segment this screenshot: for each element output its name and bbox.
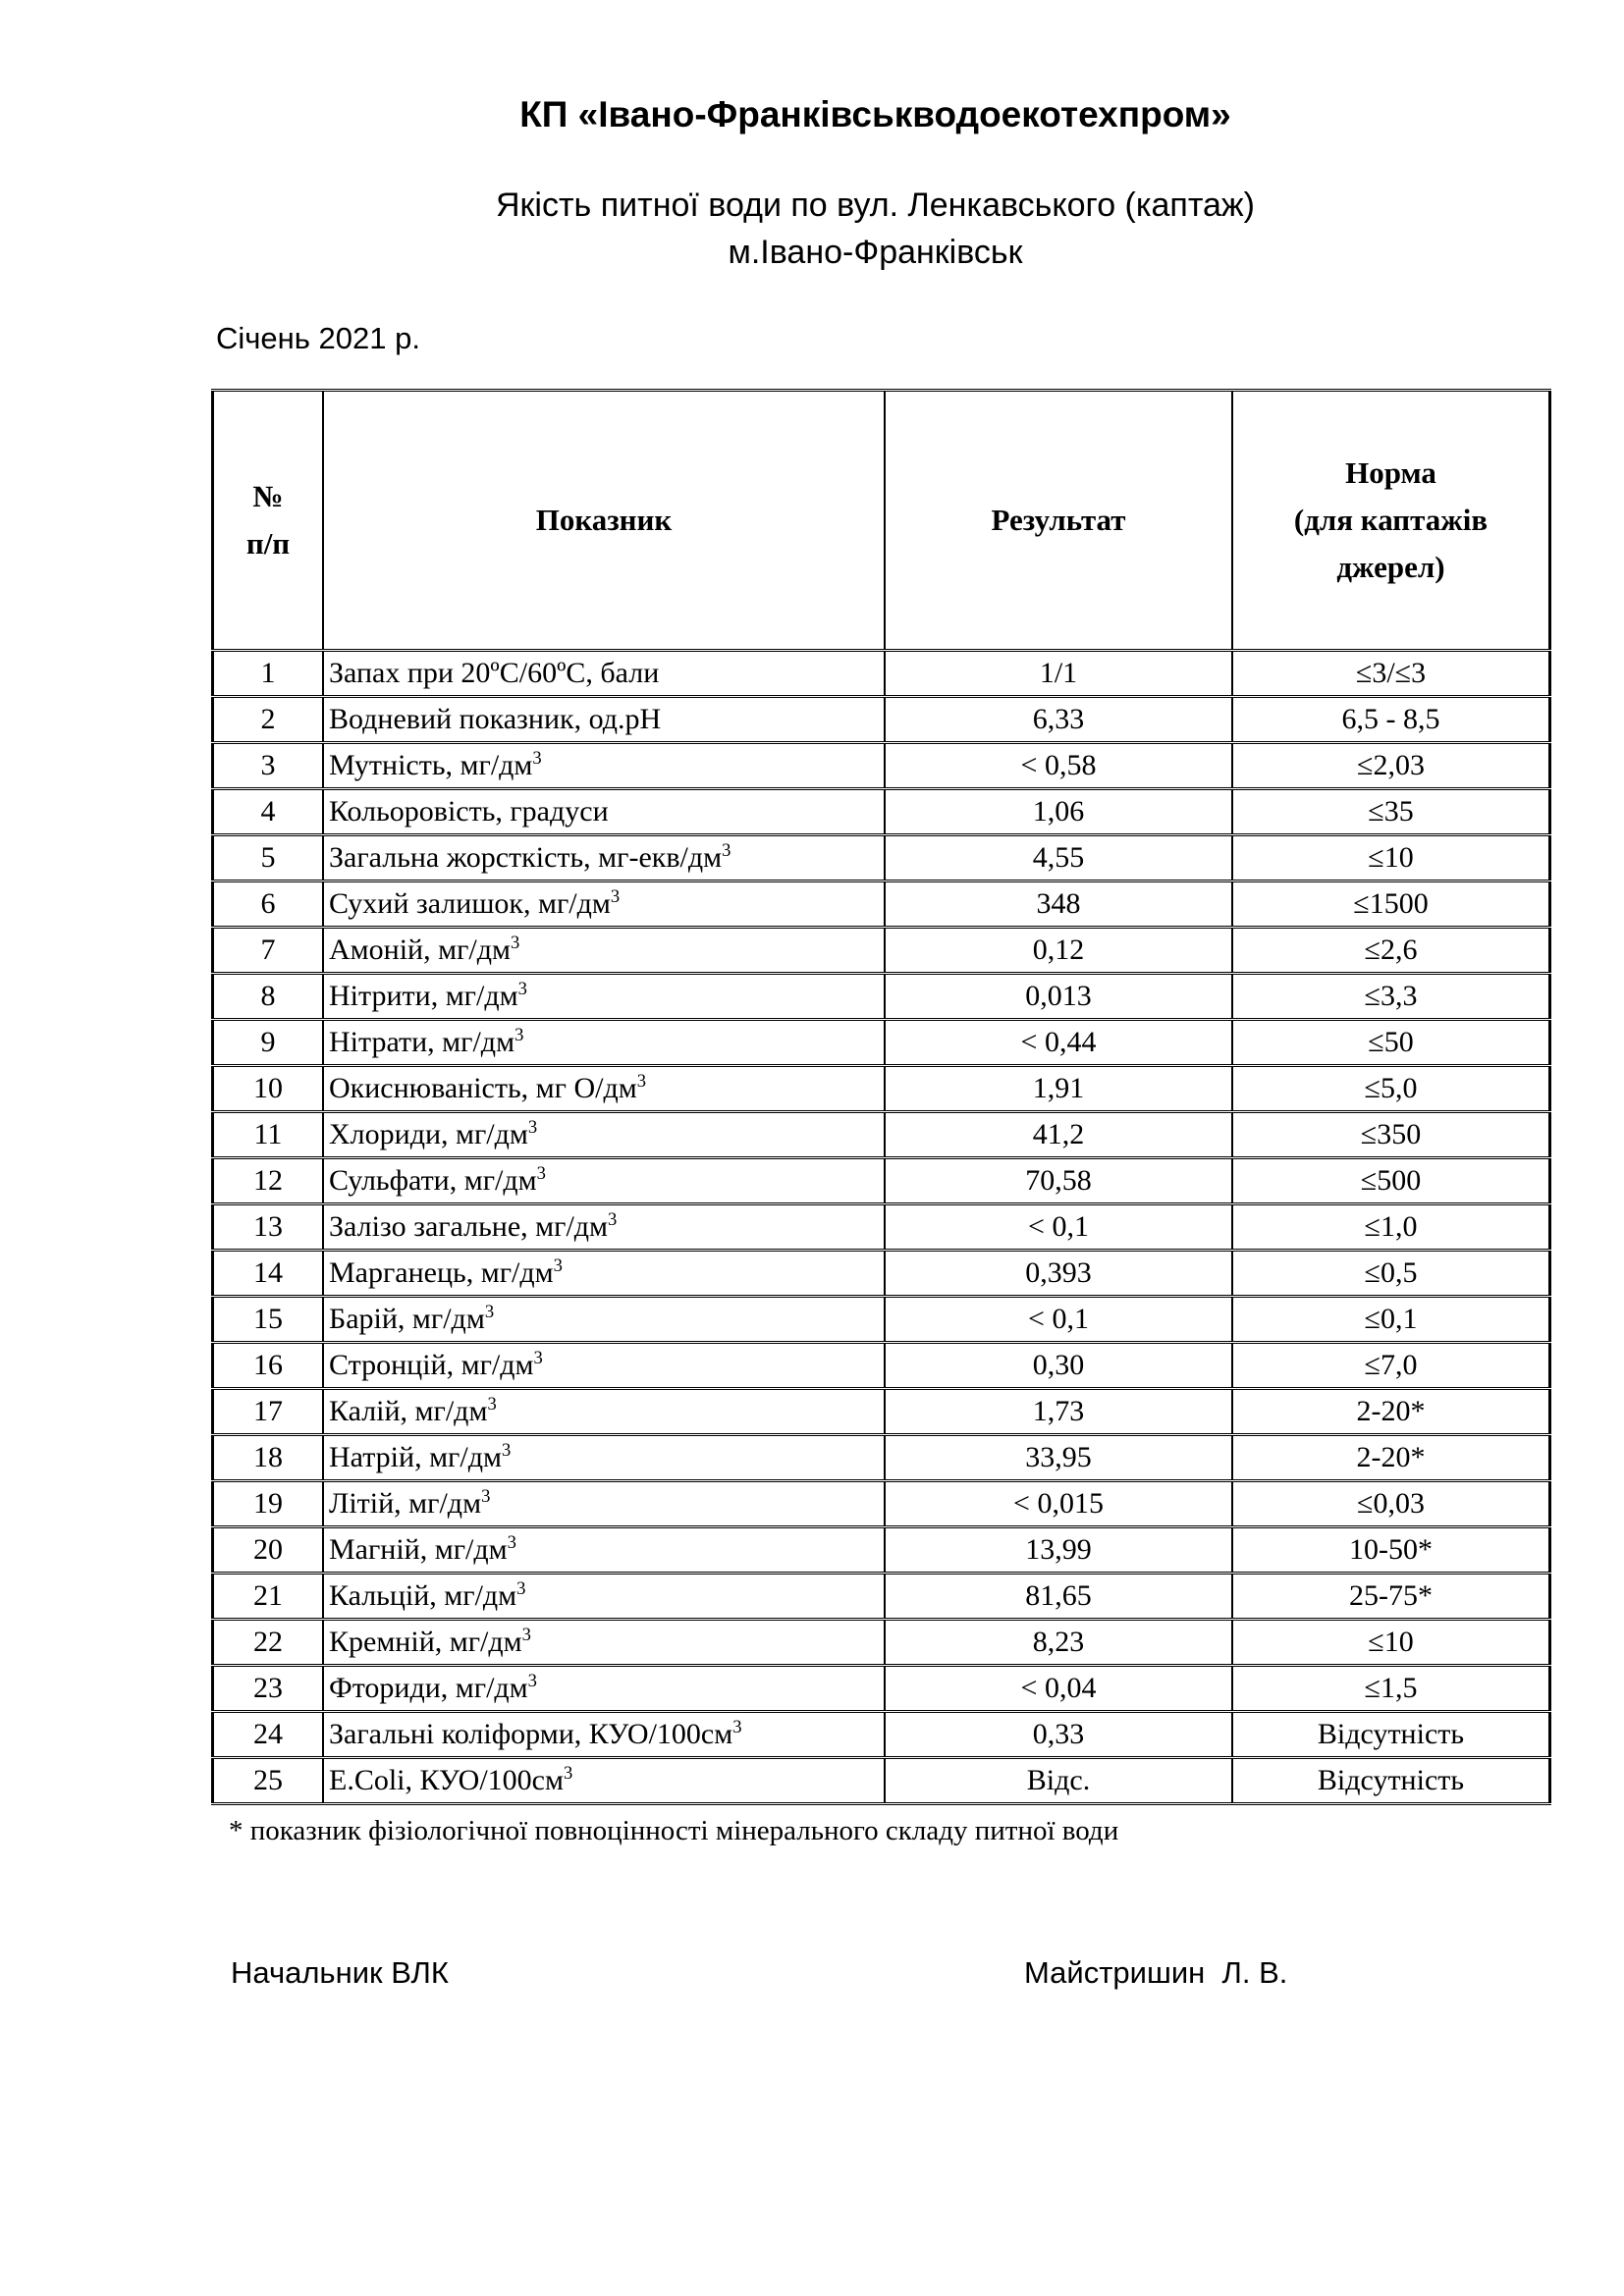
- row-parameter: Окиснюваність, мг $О/дм^3$: [323, 1066, 885, 1112]
- row-parameter: Загальна жорсткість, $мг-екв/дм^3$: [323, 835, 885, 881]
- table-row: [213, 1481, 1550, 1527]
- row-parameter: Нітрати, $мг/дм^3$: [323, 1020, 885, 1066]
- row-number: 21: [213, 1574, 324, 1620]
- row-norm: 6,5 - 8,5: [1232, 697, 1550, 743]
- header-parameter: Показник: [323, 391, 885, 651]
- row-number: 24: [213, 1712, 324, 1758]
- row-parameter: Кремній, $мг/дм^3$: [323, 1620, 885, 1666]
- superscript: 3: [608, 1209, 618, 1231]
- table-row: [213, 1204, 1550, 1251]
- row-parameter: Кальцій, $мг/дм^3$: [323, 1574, 885, 1620]
- row-result: 0,393: [885, 1251, 1232, 1297]
- table-body: [213, 651, 1550, 1804]
- row-norm: 2-20*: [1232, 1389, 1550, 1435]
- row-parameter: E.Coli, КУО/$100см^3$: [323, 1758, 885, 1804]
- row-number: 4: [213, 789, 324, 835]
- header-num: [213, 391, 324, 651]
- row-norm: ≤0,1: [1232, 1297, 1550, 1343]
- row-number: 5: [213, 835, 324, 881]
- row-result: < 0,04: [885, 1666, 1232, 1712]
- row-number: 6: [213, 881, 324, 928]
- row-result: < 0,015: [885, 1481, 1232, 1527]
- row-norm: ≤500: [1232, 1158, 1550, 1204]
- signature-block: [211, 1954, 1540, 1994]
- row-result: 0,013: [885, 974, 1232, 1020]
- header-num-line-2: п/п: [245, 526, 291, 561]
- superscript: 3: [501, 1440, 512, 1462]
- row-parameter: Загальні коліформи, КУО/$100см^3$: [323, 1712, 885, 1758]
- row-result: 348: [885, 881, 1232, 928]
- table-row: [213, 1343, 1550, 1389]
- table-row: [213, 1435, 1550, 1481]
- footnote: * показник фізіологічної повноцінності мінерального складу питної води: [229, 1815, 1119, 1847]
- table-row: [213, 1712, 1550, 1758]
- table-row: [213, 1389, 1550, 1435]
- header-norm-line-2: (для каптажів: [1293, 503, 1489, 538]
- table-row: [213, 974, 1550, 1020]
- superscript: 3: [527, 1117, 538, 1139]
- superscript: 3: [732, 1717, 742, 1738]
- table-row: [213, 1251, 1550, 1297]
- row-norm: 2-20*: [1232, 1435, 1550, 1481]
- row-result: 1,91: [885, 1066, 1232, 1112]
- row-number: 1: [213, 651, 324, 697]
- row-parameter: Сульфати, $мг/дм^3$: [323, 1158, 885, 1204]
- row-norm: ≤1500: [1232, 881, 1550, 928]
- row-parameter: Хлориди, $мг/дм^3$: [323, 1112, 885, 1158]
- table-row: [213, 1758, 1550, 1804]
- superscript: 3: [514, 1025, 524, 1046]
- superscript: 3: [636, 1071, 646, 1093]
- row-parameter: Сухий залишок, $мг/дм^3$: [323, 881, 885, 928]
- row-result: < 0,1: [885, 1297, 1232, 1343]
- superscript: 3: [481, 1486, 491, 1508]
- superscript: 3: [722, 840, 731, 862]
- signature-position-title: Начальник ВЛК: [231, 1955, 449, 1991]
- row-norm: ≤2,6: [1232, 928, 1550, 974]
- row-parameter: Марганець, $мг/дм^3$: [323, 1251, 885, 1297]
- row-norm: ≤35: [1232, 789, 1550, 835]
- row-number: 13: [213, 1204, 324, 1251]
- row-number: 11: [213, 1112, 324, 1158]
- row-result: 70,58: [885, 1158, 1232, 1204]
- table-row: [213, 928, 1550, 974]
- row-number: 19: [213, 1481, 324, 1527]
- superscript: 3: [563, 1763, 573, 1785]
- row-norm: Відсутність: [1232, 1712, 1550, 1758]
- table-row: [213, 1066, 1550, 1112]
- title-line-2: м.Івано-Франківськ: [728, 234, 1023, 272]
- superscript: 3: [553, 1255, 563, 1277]
- table-row: [213, 1574, 1550, 1620]
- superscript: 3: [533, 1348, 543, 1369]
- row-result: < 0,58: [885, 743, 1232, 789]
- company-name: КП «Івано-Франківськводоекотехпром»: [519, 94, 1231, 134]
- row-result: < 0,1: [885, 1204, 1232, 1251]
- row-result: < 0,44: [885, 1020, 1232, 1066]
- row-result: 33,95: [885, 1435, 1232, 1481]
- row-parameter: Водневий показник, од.рН: [323, 697, 885, 743]
- row-result: 13,99: [885, 1527, 1232, 1574]
- row-result: 1,06: [885, 789, 1232, 835]
- row-result: 41,2: [885, 1112, 1232, 1158]
- row-parameter: Амоній, $мг/дм^3$: [323, 928, 885, 974]
- row-number: 23: [213, 1666, 324, 1712]
- row-result: 81,65: [885, 1574, 1232, 1620]
- title-line-1: Якість питної води по вул. Ленкавського (каптаж): [496, 187, 1255, 225]
- row-parameter: Натрій, $мг/дм^3$: [323, 1435, 885, 1481]
- row-result: Відс.: [885, 1758, 1232, 1804]
- row-number: 2: [213, 697, 324, 743]
- row-norm: ≤10: [1232, 1620, 1550, 1666]
- row-parameter: Калій, $мг/дм^3$: [323, 1389, 885, 1435]
- row-norm: ≤3,3: [1232, 974, 1550, 1020]
- row-parameter: Запах при 20ºС/60ºС, бали: [323, 651, 885, 697]
- row-norm: ≤10: [1232, 835, 1550, 881]
- row-parameter: Кольоровість, градуси: [323, 789, 885, 835]
- superscript: 3: [517, 979, 527, 1000]
- row-number: 20: [213, 1527, 324, 1574]
- table-row: [213, 1666, 1550, 1712]
- row-norm: ≤1,5: [1232, 1666, 1550, 1712]
- table-row: [213, 1620, 1550, 1666]
- row-parameter: Фториди, $мг/дм^3$: [323, 1666, 885, 1712]
- table-row: [213, 697, 1550, 743]
- row-number: 17: [213, 1389, 324, 1435]
- table-row: [213, 1020, 1550, 1066]
- row-result: 0,33: [885, 1712, 1232, 1758]
- superscript: 3: [507, 1532, 516, 1554]
- row-number: 8: [213, 974, 324, 1020]
- row-parameter: Мутність, $мг/дм^3$: [323, 743, 885, 789]
- row-norm: ≤2,03: [1232, 743, 1550, 789]
- row-number: 10: [213, 1066, 324, 1112]
- report-date: Січень 2021 р.: [216, 321, 420, 356]
- row-parameter: Нітрити, $мг/дм^3$: [323, 974, 885, 1020]
- superscript: 3: [610, 886, 621, 908]
- row-number: 9: [213, 1020, 324, 1066]
- row-number: 7: [213, 928, 324, 974]
- row-norm: ≤7,0: [1232, 1343, 1550, 1389]
- row-number: 3: [213, 743, 324, 789]
- superscript: 3: [487, 1394, 497, 1415]
- superscript: 3: [521, 1625, 531, 1646]
- header-num-line-1: №: [252, 479, 284, 514]
- row-number: 12: [213, 1158, 324, 1204]
- header-norm: [1232, 391, 1550, 651]
- superscript: 3: [536, 1163, 546, 1185]
- row-result: 4,55: [885, 835, 1232, 881]
- row-result: 6,33: [885, 697, 1232, 743]
- row-norm: ≤3/≤3: [1232, 651, 1550, 697]
- superscript: 3: [532, 748, 542, 770]
- table-row: [213, 1297, 1550, 1343]
- header-norm-line-3: джерел): [1336, 550, 1445, 585]
- header-norm-line-1: Норма: [1345, 455, 1436, 491]
- row-norm: Відсутність: [1232, 1758, 1550, 1804]
- table-row: [213, 1112, 1550, 1158]
- row-norm: ≤0,03: [1232, 1481, 1550, 1527]
- row-norm: ≤350: [1232, 1112, 1550, 1158]
- table-row: [213, 651, 1550, 697]
- row-result: 1,73: [885, 1389, 1232, 1435]
- signature-person-name: Майстришин Л. В.: [1024, 1955, 1288, 1991]
- row-result: 0,12: [885, 928, 1232, 974]
- row-parameter: Літій, $мг/дм^3$: [323, 1481, 885, 1527]
- row-norm: ≤50: [1232, 1020, 1550, 1066]
- row-norm: 25-75*: [1232, 1574, 1550, 1620]
- row-result: 1/1: [885, 651, 1232, 697]
- row-parameter: Магній, $мг/дм^3$: [323, 1527, 885, 1574]
- table-row: [213, 1527, 1550, 1574]
- superscript: 3: [484, 1302, 495, 1323]
- table-row: [213, 1158, 1550, 1204]
- row-norm: ≤0,5: [1232, 1251, 1550, 1297]
- table-header-row: [213, 391, 1550, 651]
- row-number: 18: [213, 1435, 324, 1481]
- header-result: Результат: [885, 391, 1232, 651]
- table-row: [213, 835, 1550, 881]
- row-number: 22: [213, 1620, 324, 1666]
- superscript: 3: [516, 1578, 526, 1600]
- table-row: [213, 881, 1550, 928]
- row-result: 0,30: [885, 1343, 1232, 1389]
- row-norm: ≤5,0: [1232, 1066, 1550, 1112]
- row-result: 8,23: [885, 1620, 1232, 1666]
- row-norm: ≤1,0: [1232, 1204, 1550, 1251]
- table-row: [213, 743, 1550, 789]
- row-parameter: Стронцій, $мг/дм^3$: [323, 1343, 885, 1389]
- row-parameter: Залізо загальне, $мг/дм^3$: [323, 1204, 885, 1251]
- water-quality-table: [211, 389, 1551, 1805]
- table-row: [213, 789, 1550, 835]
- row-number: 25: [213, 1758, 324, 1804]
- row-number: 15: [213, 1297, 324, 1343]
- row-norm: 10-50*: [1232, 1527, 1550, 1574]
- document-title: [211, 182, 1540, 276]
- row-number: 16: [213, 1343, 324, 1389]
- row-number: 14: [213, 1251, 324, 1297]
- superscript: 3: [510, 933, 520, 954]
- row-parameter: Барій, $мг/дм^3$: [323, 1297, 885, 1343]
- superscript: 3: [527, 1671, 537, 1692]
